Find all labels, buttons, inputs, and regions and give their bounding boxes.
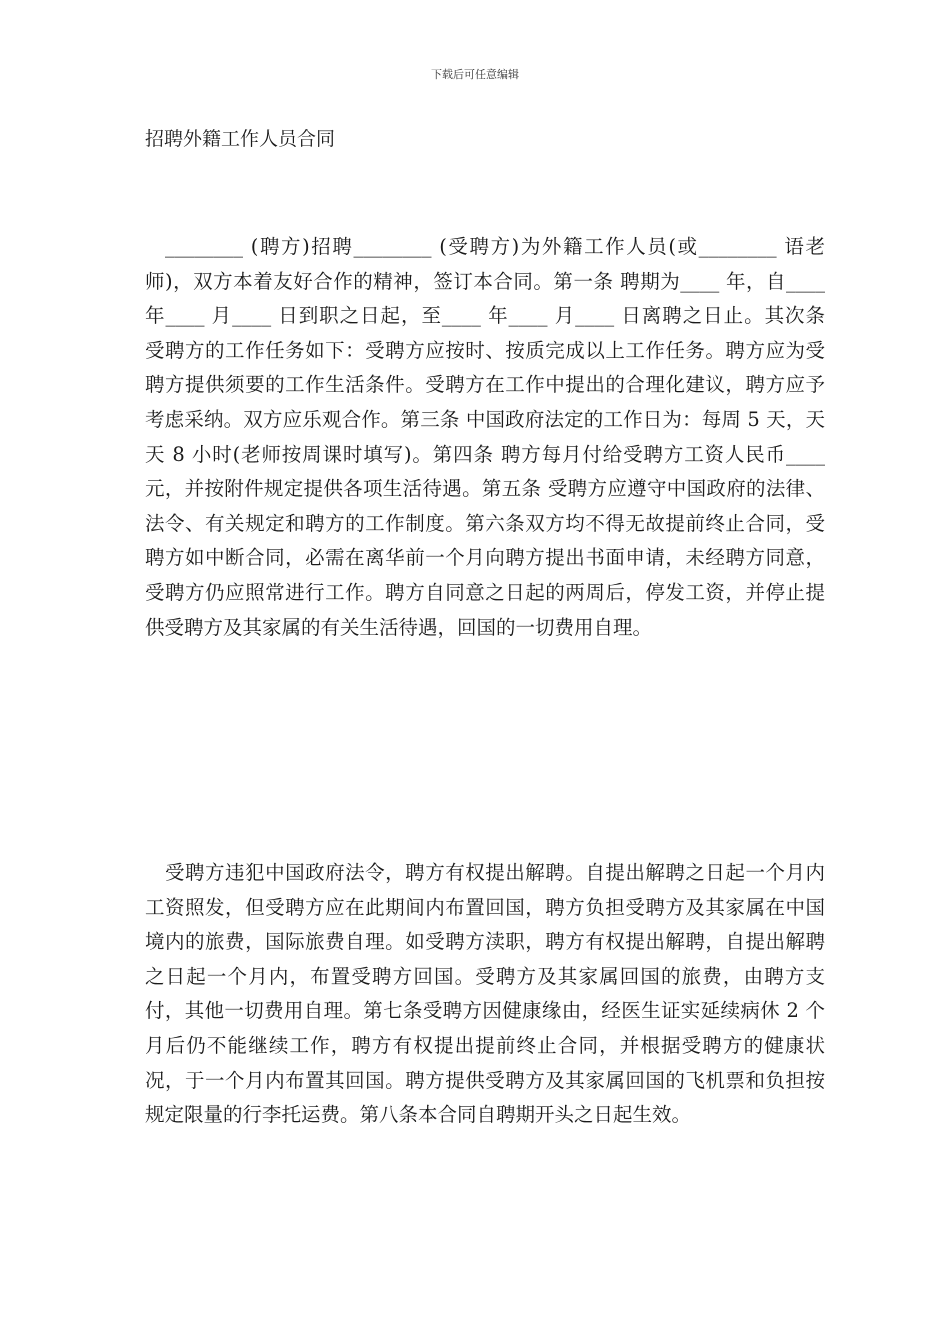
page-header: 下载后可任意编辑	[431, 68, 519, 81]
document-title: 招聘外籍工作人员合同	[145, 128, 336, 150]
contract-paragraph-2: 受聘方违犯中国政府法令，聘方有权提出解聘。自提出解聘之日起一个月内工资照发，但受聘方应在此期间内布置回国，聘方负担受聘方及其家属在中国境内的旅费，国际旅费自理。如受聘方渎职，聘方有权提出解聘，自提出解聘之日起一个月内，布置受聘方回国。受聘方及其家属回国的旅费，由聘方支付，其他一切费用自理。第七条受聘方因健康缘由，经医生证实延续病休 2 个月后仍不能继续工作，聘方有权提出提前终止合同，并根据受聘方的健康状况，于一个月内布置其回国。聘方提供受聘方及其家属回国的飞机票和负担按规定限量的行李托运费。第八条本合同自聘期开头之日起生效。	[145, 861, 825, 1127]
contract-paragraph-1: ________ (聘方)招聘________ (受聘方)为外籍工作人员(或________ 语老师)，双方本着友好合作的精神，签订本合同。第一条 聘期为____ 年，自____ 年____ 月____ 日到职之日起，至____ 年____ 月____ 日离聘之日止。其次条 受聘方的工作任务如下：受聘方应按时、按质完成以上工作任务。聘方应为受聘方提供须要的工作生活条件。受聘方在工作中提出的合理化建议，聘方应予考虑采纳。双方应乐观合作。第三条 中国政府法定的工作日为：每周 5 天，天天 8 小时(老师按周课时填写)。第四条 聘方每月付给受聘方工资人民币____ 元，并按附件规定提供各项生活待遇。第五条 受聘方应遵守中国政府的法律、法令、有关规定和聘方的工作制度。第六条双方均不得无故提前终止合同，受聘方如中断合同，必需在离华前一个月向聘方提出书面申请，未经聘方同意，受聘方仍应照常进行工作。聘方自同意之日起的两周后，停发工资，并停止提供受聘方及其家属的有关生活待遇，回国的一切费用自理。	[145, 235, 825, 639]
